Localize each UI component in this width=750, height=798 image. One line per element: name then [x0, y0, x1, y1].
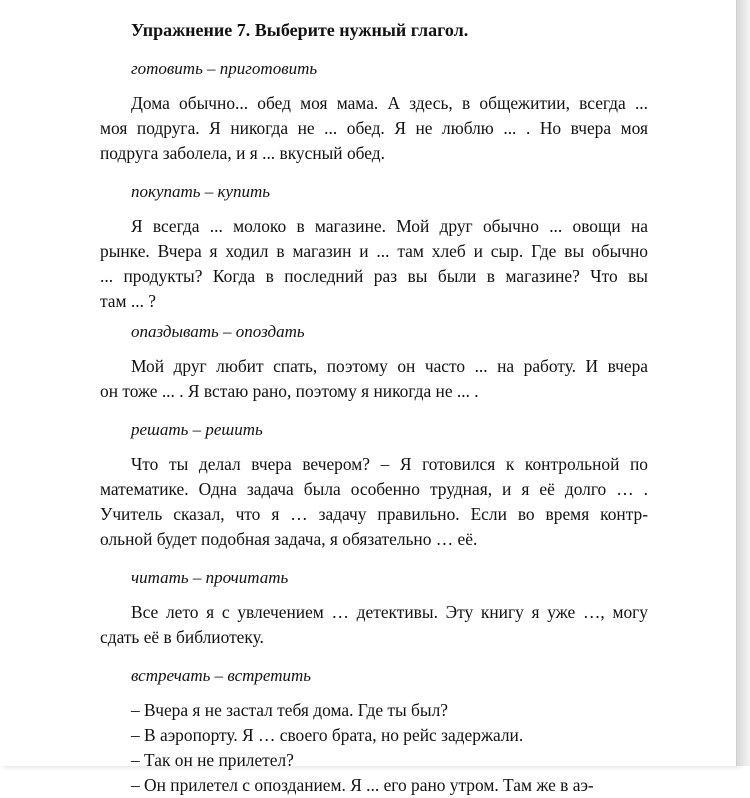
paragraph-chitat: [100, 600, 648, 650]
text-line: Что ты делал вчера вечером? – Я готовился к контрольной по: [131, 454, 648, 474]
dialog-line: – В аэропорту. Я … своего брата, но рейс задержали.: [131, 725, 524, 745]
verb-pair-gotovit: готовить – приготовить: [131, 59, 318, 78]
paragraph-pokupat: [100, 214, 648, 314]
text-line: Мой друг любит спать, поэтому он часто ... на работу. И вчера: [131, 356, 648, 376]
verb-pair-chitat: читать – прочитать: [131, 568, 289, 587]
text-line: Все лето я с увлечением … детективы. Эту книгу я уже …, могу: [131, 602, 648, 622]
text-line: там ... ?: [100, 291, 156, 311]
verb-pair-pokupat: покупать – купить: [131, 182, 271, 201]
verb-pair-opazdyvat: опаздывать – опоздать: [131, 322, 305, 341]
paragraph-opazdyvat: [100, 354, 648, 404]
exercise-title: Упражнение 7. Выберите нужный глагол.: [131, 20, 469, 40]
dialog-line: – Вчера я не застал тебя дома. Где ты был?: [131, 700, 448, 720]
verb-pair-reshat: решать – решить: [131, 420, 263, 439]
verb-pair-vstrechat: встречать – встретить: [131, 666, 312, 685]
text-line: ольной будет подобная задача, я обязательно … её.: [100, 529, 478, 549]
dialog-line: – Так он не прилетел?: [131, 750, 294, 770]
dialog-line: – Он прилетел с опозданием. Я ... его рано утром. Там же в аэ-: [131, 775, 594, 795]
text-line: Дома обычно... обед моя мама. А здесь, в общежитии, всегда ...: [131, 93, 648, 113]
exercise-content: [100, 18, 648, 798]
text-line: сдать её в библиотеку.: [100, 627, 264, 647]
paragraph-reshat: [100, 452, 648, 552]
text-line: он тоже ... . Я встаю рано, поэтому я никогда не ... .: [100, 381, 479, 401]
text-line: подруга заболела, и я ... вкусный обед.: [100, 143, 385, 163]
text-line: рынке. Вчера я ходил в магазин и ... там хлеб и сыр. Где вы обычно: [100, 241, 648, 261]
viewer-gutter: [737, 0, 750, 766]
text-line: моя подруга. Я никогда не ... обед. Я не люблю ... . Но вчера моя: [100, 118, 648, 138]
paragraph-gotovit: [100, 91, 648, 166]
text-line: Учитель сказал, что я … задачу правильно. Если во время контр-: [100, 504, 648, 524]
dialog-vstrechat: [100, 698, 648, 798]
text-line: математике. Одна задача была особенно трудная, и я её долго … .: [100, 479, 648, 499]
text-line: ... продукты? Когда в последний раз вы были в магазине? Что вы: [100, 266, 648, 286]
text-line: Я всегда ... молоко в магазине. Мой друг обычно ... овощи на: [131, 216, 648, 236]
